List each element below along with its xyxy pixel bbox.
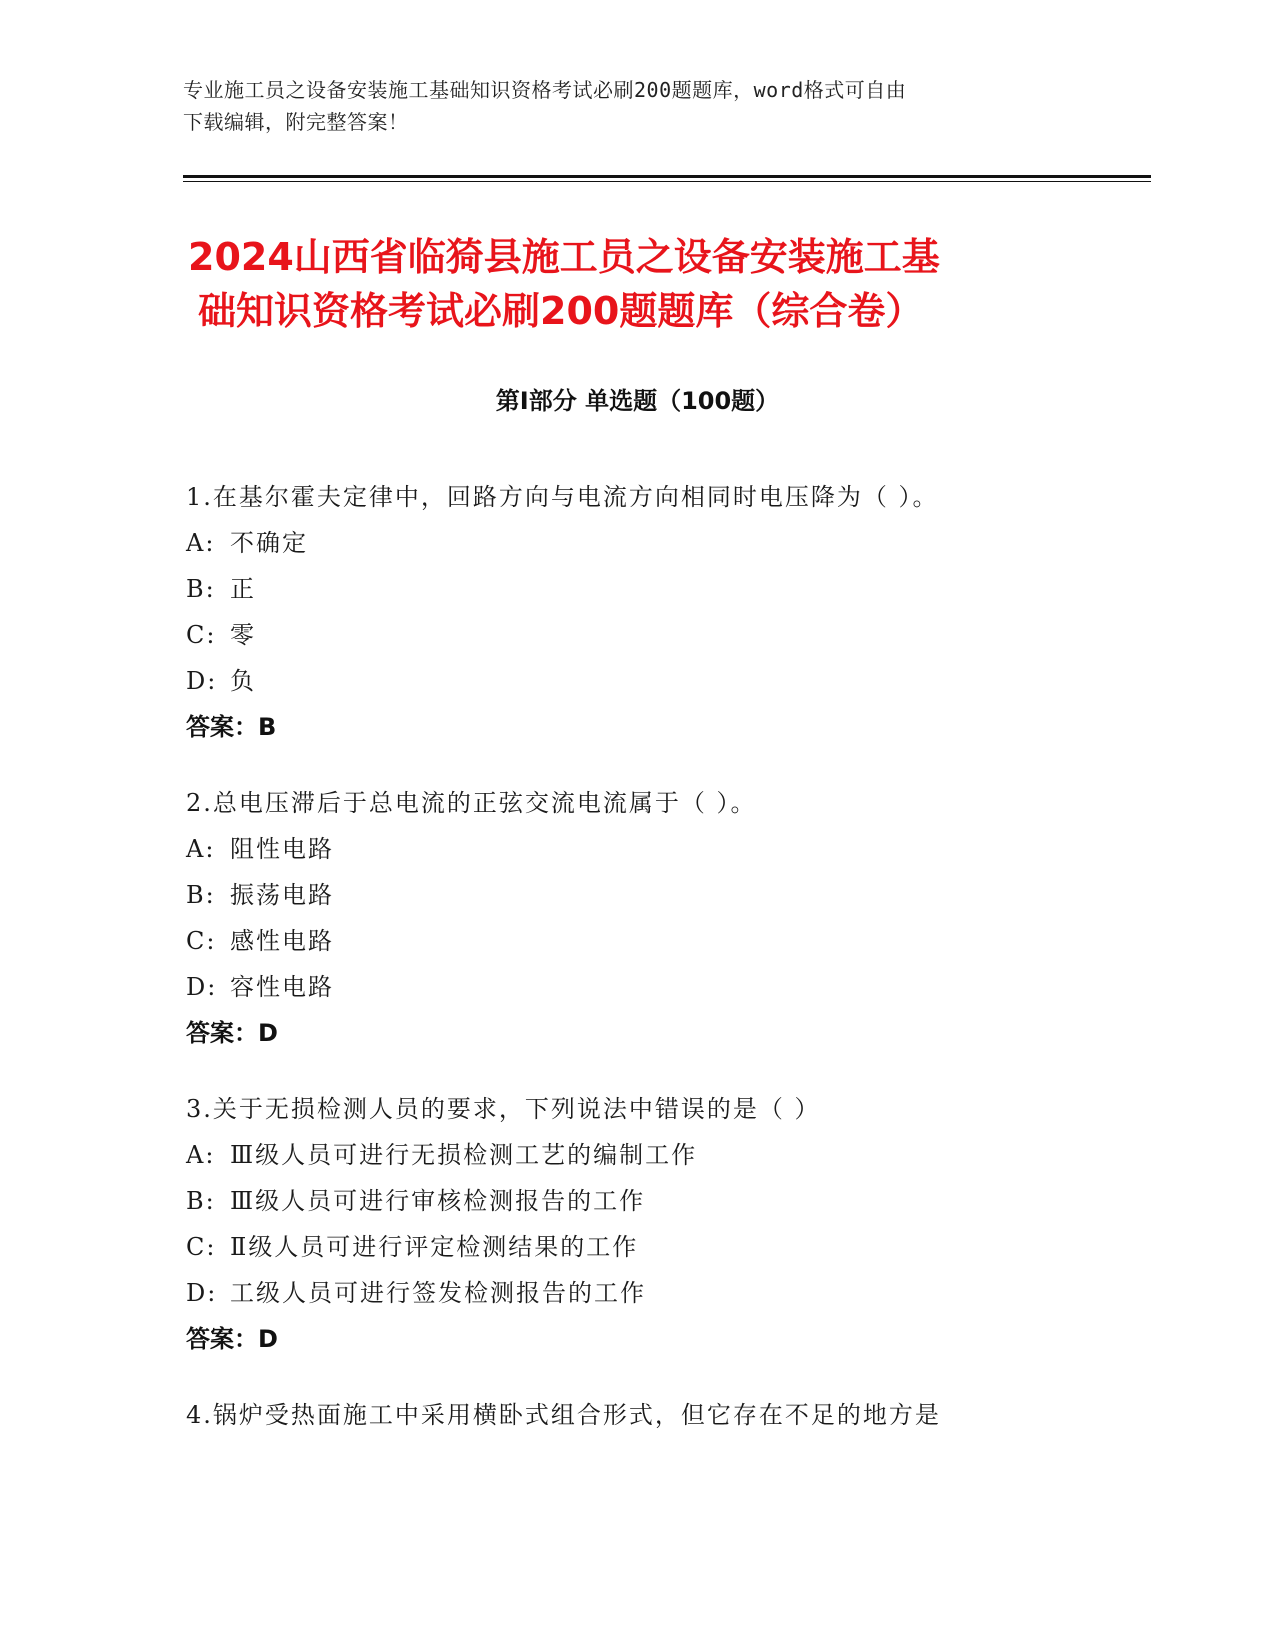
option-text: 感性电路 bbox=[230, 927, 334, 955]
header-divider-thin bbox=[183, 181, 1151, 182]
question-list bbox=[186, 474, 1146, 1468]
option-text: 正 bbox=[230, 575, 256, 603]
option-text: 零 bbox=[230, 621, 256, 649]
question-option bbox=[186, 1270, 1146, 1316]
option-letter: A: bbox=[186, 835, 216, 863]
question-option bbox=[186, 826, 1146, 872]
question-item bbox=[186, 474, 1146, 750]
option-letter: B: bbox=[186, 575, 216, 603]
option-letter: A: bbox=[186, 1141, 216, 1169]
option-letter: C: bbox=[186, 1233, 217, 1261]
question-stem: 2.总电压滞后于总电流的正弦交流电流属于（ ）。 bbox=[186, 789, 757, 817]
question-option bbox=[186, 1132, 1146, 1178]
question-stem: 4.锅炉受热面施工中采用横卧式组合形式，但它存在不足的地方是 bbox=[186, 1401, 941, 1429]
header-note bbox=[183, 74, 1083, 138]
option-text: 负 bbox=[230, 667, 256, 695]
question-answer: 答案：D bbox=[186, 1325, 278, 1353]
question-stem: 1.在基尔霍夫定律中，回路方向与电流方向相同时电压降为（ ）。 bbox=[186, 483, 939, 511]
option-letter: D: bbox=[186, 1279, 218, 1307]
question-answer: 答案：D bbox=[186, 1019, 278, 1047]
option-text: 振荡电路 bbox=[230, 881, 334, 909]
question-option bbox=[186, 918, 1146, 964]
option-text: Ⅱ级人员可进行评定检测结果的工作 bbox=[230, 1233, 639, 1261]
question-stem: 3.关于无损检测人员的要求，下列说法中错误的是（ ） bbox=[186, 1095, 821, 1123]
section-title: 第Ⅰ部分 单选题（100题） bbox=[495, 387, 780, 415]
option-text: 不确定 bbox=[230, 529, 308, 557]
question-option bbox=[186, 566, 1146, 612]
option-text: Ⅲ级人员可进行审核检测报告的工作 bbox=[230, 1187, 646, 1215]
question-option bbox=[186, 1224, 1146, 1270]
option-text: 阻性电路 bbox=[230, 835, 334, 863]
option-text: 容性电路 bbox=[230, 973, 334, 1001]
document-title-line-1: 2024山西省临猗县施工员之设备安装施工基 bbox=[188, 235, 940, 279]
header-divider-thick bbox=[183, 175, 1151, 178]
document-title-line-2: 础知识资格考试必刷200题题库（综合卷） bbox=[198, 289, 924, 333]
option-letter: B: bbox=[186, 1187, 216, 1215]
question-option bbox=[186, 612, 1146, 658]
question-item bbox=[186, 1086, 1146, 1362]
option-text: Ⅲ级人员可进行无损检测工艺的编制工作 bbox=[230, 1141, 698, 1169]
option-letter: D: bbox=[186, 667, 218, 695]
option-letter: C: bbox=[186, 621, 217, 649]
document-title bbox=[188, 230, 1088, 338]
option-text: 工级人员可进行签发检测报告的工作 bbox=[230, 1279, 646, 1307]
header-note-line-1: 专业施工员之设备安装施工基础知识资格考试必刷200题题库，word格式可自由 bbox=[183, 78, 907, 102]
question-answer: 答案：B bbox=[186, 713, 277, 741]
question-option bbox=[186, 520, 1146, 566]
question-item bbox=[186, 780, 1146, 1056]
option-letter: D: bbox=[186, 973, 218, 1001]
question-item bbox=[186, 1392, 1146, 1438]
header-note-line-2: 下载编辑，附完整答案！ bbox=[183, 110, 409, 134]
question-option bbox=[186, 658, 1146, 704]
option-letter: A: bbox=[186, 529, 216, 557]
option-letter: B: bbox=[186, 881, 216, 909]
question-option bbox=[186, 1178, 1146, 1224]
question-option bbox=[186, 872, 1146, 918]
option-letter: C: bbox=[186, 927, 217, 955]
question-option bbox=[186, 964, 1146, 1010]
